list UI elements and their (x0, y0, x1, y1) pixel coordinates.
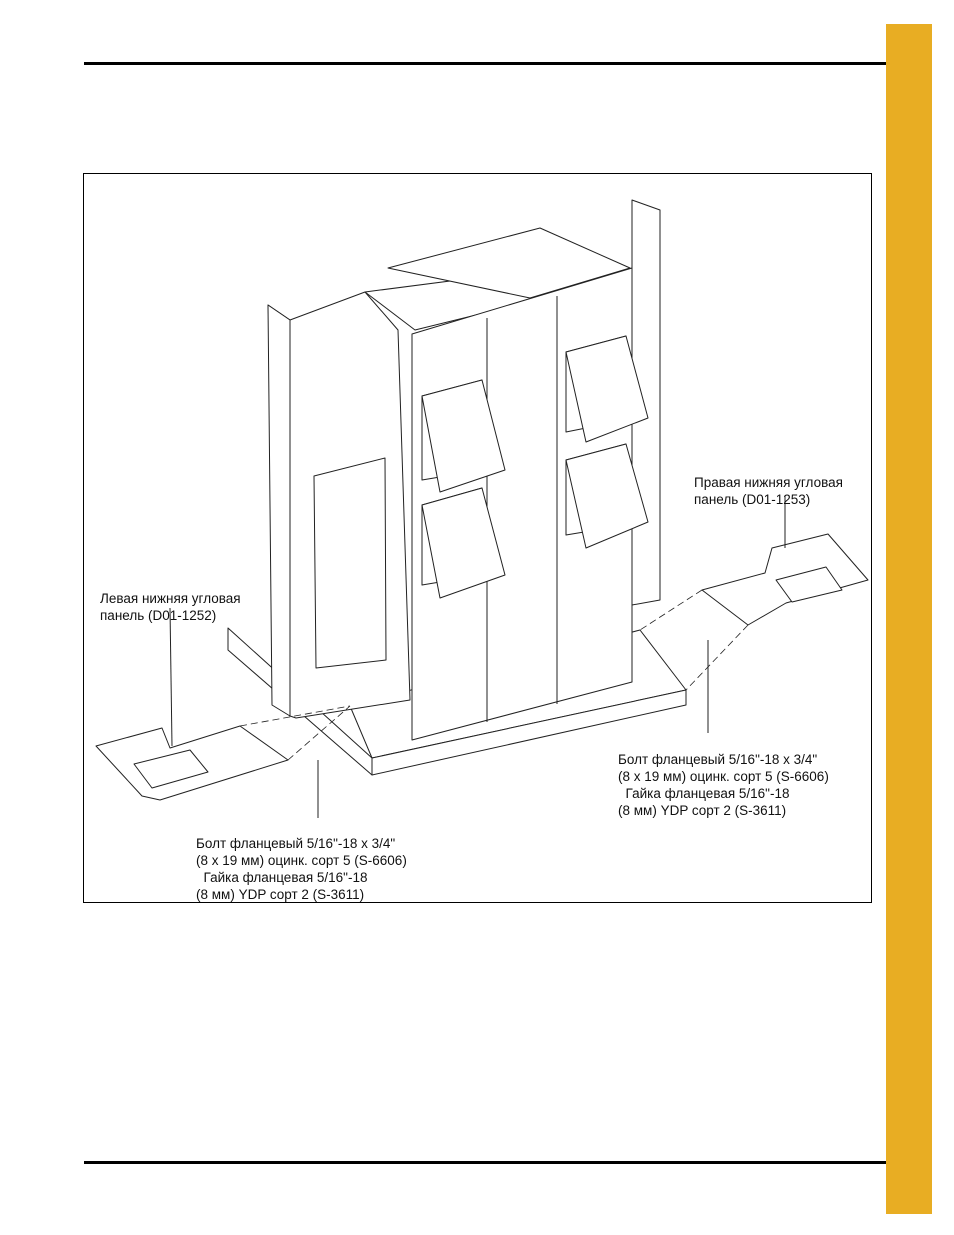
bottom-hardware-label (196, 818, 407, 903)
bottom-hardware-line2: (8 x 19 мм) оцинк. сорт 5 (S-6606) (196, 853, 407, 868)
right-panel-label (694, 457, 843, 508)
bottom-hardware-line4: (8 мм) YDP сорт 2 (S-3611) (196, 887, 365, 902)
right-hardware-line4: (8 мм) YDP сорт 2 (S-3611) (618, 803, 787, 818)
left-panel-label-line1: Левая нижняя угловая (100, 591, 241, 606)
leader-left-panel (170, 608, 172, 746)
bottom-hardware-line1: Болт фланцевый 5/16"-18 x 3/4" (196, 836, 396, 851)
left-side-wall-edge (268, 305, 290, 716)
right-hardware-label (618, 734, 829, 819)
bottom-hardware-line3: Гайка фланцевая 5/16"-18 (203, 870, 368, 885)
right-panel-label-line2: панель (D01-1253) (694, 492, 811, 507)
right-hardware-line1: Болт фланцевый 5/16"-18 x 3/4" (618, 752, 818, 767)
side-door-panel (314, 458, 386, 668)
right-panel-label-line1: Правая нижняя угловая (694, 475, 843, 490)
left-panel-label-line2: панель (D01-1252) (100, 608, 217, 623)
left-panel-label (100, 573, 241, 624)
right-hardware-line3: Гайка фланцевая 5/16"-18 (625, 786, 790, 801)
right-hardware-line2: (8 x 19 мм) оцинк. сорт 5 (S-6606) (618, 769, 829, 784)
